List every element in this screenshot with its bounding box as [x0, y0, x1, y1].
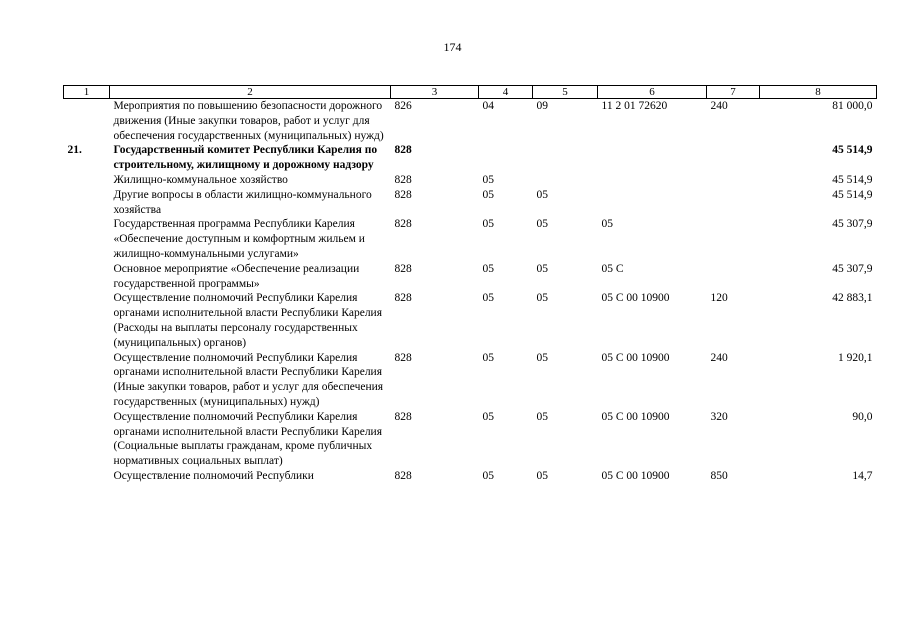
department-code: 828 [394, 469, 412, 482]
expense-name: Основное мероприятие «Обеспечение реализации государственной программы» [113, 262, 360, 290]
table-row [64, 351, 877, 410]
table-row [64, 188, 877, 218]
section-code: 05 [482, 188, 494, 201]
column-header: 3 [391, 86, 479, 99]
budget-table [63, 85, 877, 484]
target-article [598, 173, 707, 188]
table-row [64, 99, 877, 144]
expense-kind [707, 262, 760, 292]
subsection-code: 05 [536, 262, 548, 275]
section-code: 05 [482, 292, 494, 305]
section-code: 05 [482, 351, 494, 364]
subsection-code: 05 [536, 351, 548, 364]
expense-name: Другие вопросы в области жилищно-коммунального хозяйства [113, 188, 372, 216]
expense-name: Осуществление полномочий Республики Карелия органами исполнительной власти Республики Карелия (Иные закупки товаров, работ и услуг для обеспечения государственных (муниципальных) нужд) [113, 351, 384, 408]
expense-name: Осуществление полномочий Республики [113, 469, 314, 482]
expense-name: Осуществление полномочий Республики Карелия органами исполнительной власти Республики Карелия (Расходы на выплаты персоналу государственных (муниципальных) органов) [113, 292, 382, 349]
target-article [598, 143, 707, 173]
amount: 45 514,9 [832, 188, 873, 201]
table-row [64, 217, 877, 261]
amount: 45 307,9 [832, 218, 873, 231]
amount: 90,0 [852, 410, 873, 423]
subsection-code: 05 [536, 292, 548, 305]
department-code: 826 [394, 100, 412, 112]
table-header-row [64, 86, 877, 99]
subsection-code: 05 [536, 410, 548, 423]
expense-kind: 240 [710, 100, 728, 112]
amount: 1 920,1 [838, 351, 873, 364]
subsection-code: 09 [536, 100, 548, 112]
table-row [64, 143, 877, 173]
department-code: 828 [394, 218, 412, 231]
section-code: 05 [482, 469, 494, 482]
target-article: 11 2 01 72620 [601, 100, 668, 112]
row-number [64, 262, 110, 292]
department-code: 828 [394, 144, 412, 157]
expense-kind [707, 143, 760, 173]
target-article: 05 С 00 10900 [601, 469, 670, 482]
section-code: 05 [482, 410, 494, 423]
column-header: 6 [598, 86, 707, 99]
row-number [64, 291, 110, 350]
expense-kind: 120 [710, 292, 728, 305]
target-article: 05 С 00 10900 [601, 351, 670, 364]
target-article: 05 С 00 10900 [601, 292, 670, 305]
row-number [64, 351, 110, 410]
amount: 14,7 [852, 469, 873, 482]
expense-name: Жилищно-коммунальное хозяйство [113, 173, 288, 186]
expense-kind: 850 [710, 469, 728, 482]
table-row [64, 262, 877, 292]
row-number [64, 173, 110, 188]
target-article: 05 [601, 218, 613, 231]
column-header: 7 [707, 86, 760, 99]
target-article [598, 188, 707, 218]
row-number [64, 469, 110, 484]
department-code: 828 [394, 173, 412, 186]
target-article: 05 С 00 10900 [601, 410, 670, 423]
column-header: 8 [760, 86, 877, 99]
amount: 45 514,9 [832, 173, 873, 186]
expense-name: Государственная программа Республики Карелия «Обеспечение доступным и комфортным жильем и жилищно-коммунальными услугами» [113, 218, 365, 260]
section-code: 04 [482, 100, 494, 112]
amount: 45 307,9 [832, 262, 873, 275]
page-number: 174 [443, 40, 462, 54]
expense-kind: 320 [710, 410, 728, 423]
department-code: 828 [394, 410, 412, 423]
expense-kind: 240 [710, 351, 728, 364]
table-row [64, 173, 877, 188]
department-code: 828 [394, 351, 412, 364]
table-body [64, 99, 877, 484]
table-row [64, 410, 877, 469]
table-row [64, 291, 877, 350]
table-row [64, 469, 877, 484]
row-number: 21. [67, 144, 82, 157]
column-header: 1 [64, 86, 110, 99]
subsection-code [533, 143, 598, 173]
department-code: 828 [394, 188, 412, 201]
expense-kind [707, 173, 760, 188]
expense-kind [707, 188, 760, 218]
column-header: 2 [110, 86, 391, 99]
expense-name: Осуществление полномочий Республики Карелия органами исполнительной власти Республики Карелия (Социальные выплаты гражданам, кроме публичных нормативных социальных выплат) [113, 410, 382, 468]
expense-name: Государственный комитет Республики Карелия по строительному, жилищному и дорожному надзору [113, 144, 378, 172]
subsection-code [533, 173, 598, 188]
column-header: 4 [479, 86, 533, 99]
row-number [64, 188, 110, 218]
section-code: 05 [482, 218, 494, 231]
subsection-code: 05 [536, 218, 548, 231]
target-article: 05 С [601, 262, 624, 275]
subsection-code: 05 [536, 469, 548, 482]
section-code: 05 [482, 173, 494, 186]
amount: 42 883,1 [832, 292, 873, 305]
section-code: 05 [482, 262, 494, 275]
section-code [479, 143, 533, 173]
department-code: 828 [394, 262, 412, 275]
row-number [64, 217, 110, 261]
column-header: 5 [533, 86, 598, 99]
subsection-code: 05 [536, 188, 548, 201]
amount: 81 000,0 [832, 100, 873, 112]
row-number [64, 410, 110, 469]
row-number [64, 99, 110, 144]
expense-name: Мероприятия по повышению безопасности дорожного движения (Иные закупки товаров, работ и услуг для обеспечения государственных (муниципальных) нужд) [113, 100, 384, 142]
department-code: 828 [394, 292, 412, 305]
expense-kind [707, 217, 760, 261]
amount: 45 514,9 [832, 144, 873, 157]
